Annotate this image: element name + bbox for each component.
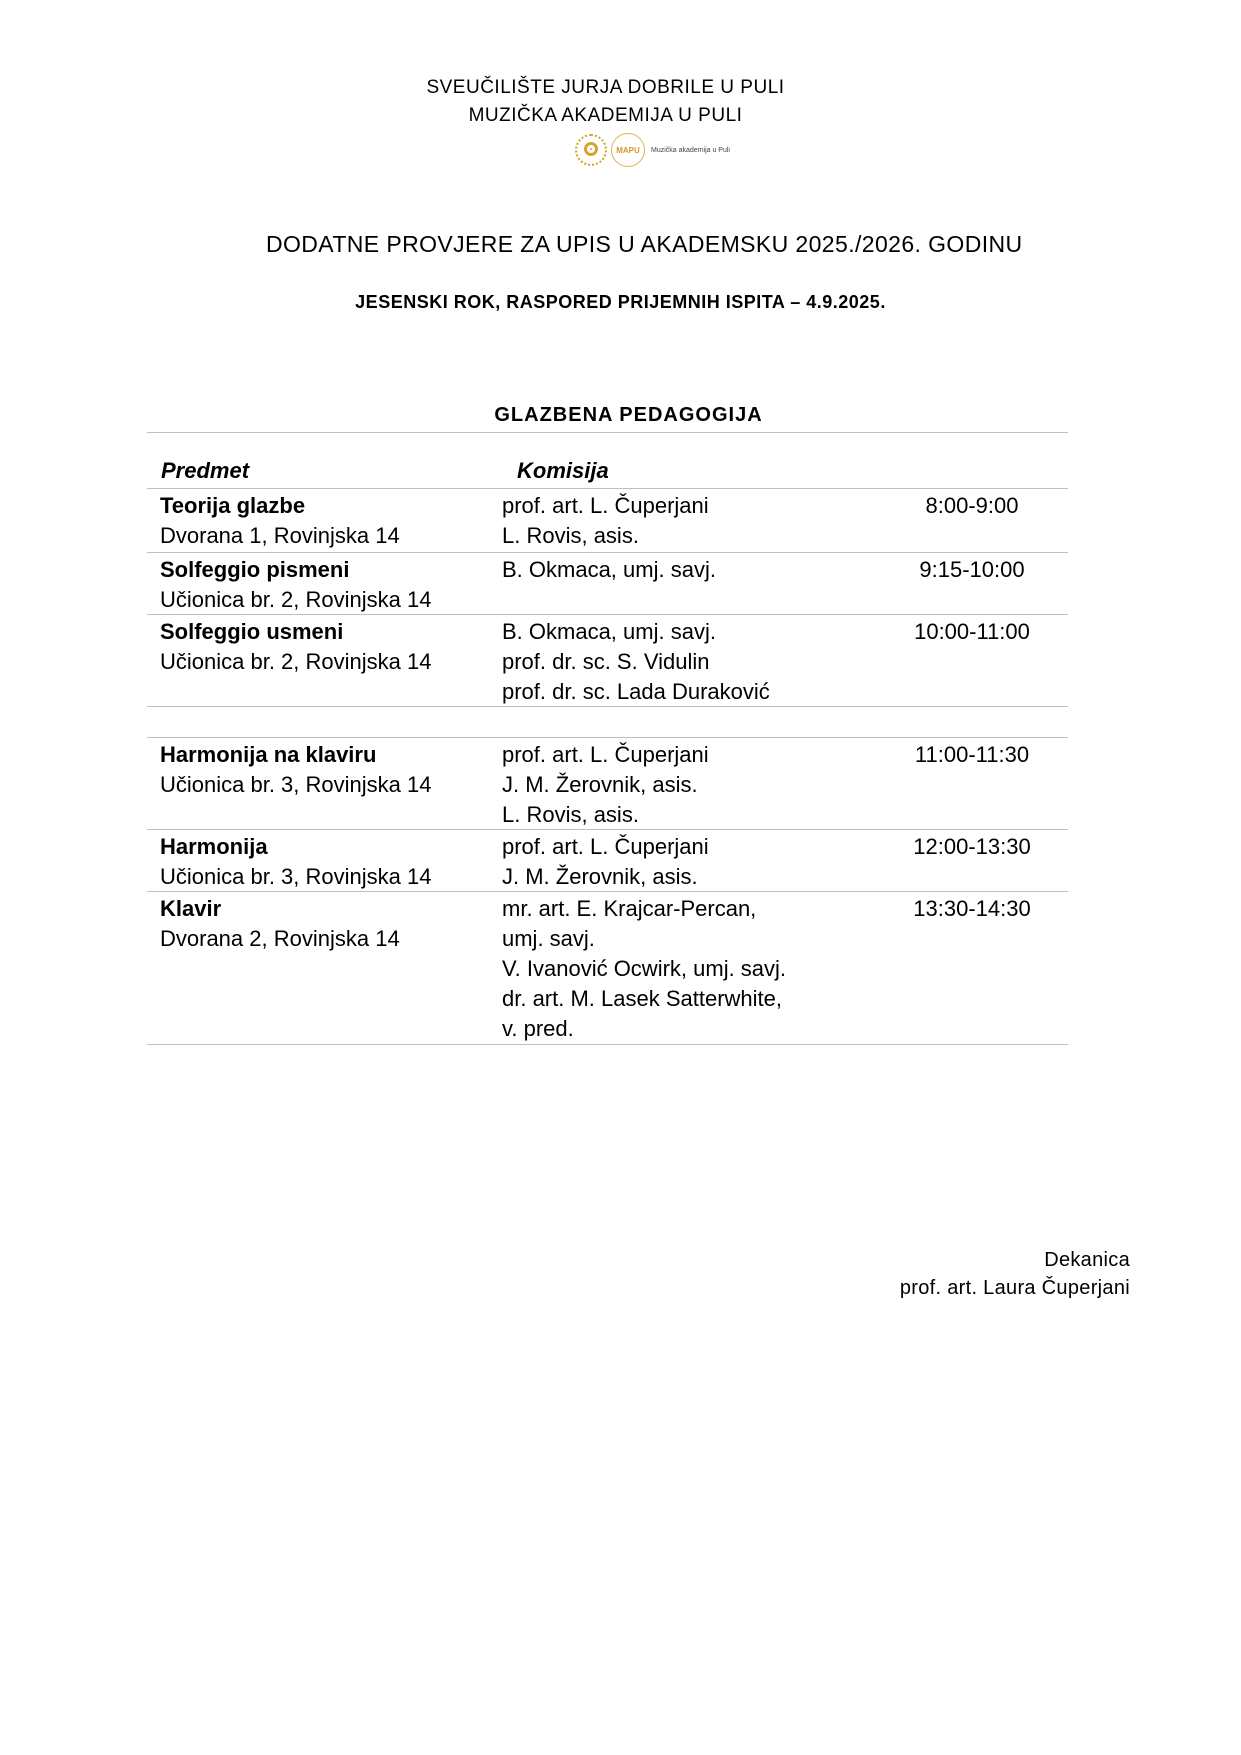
exam-time: 12:00-13:30 (913, 834, 1031, 859)
table-spacer-row (147, 707, 1068, 738)
university-seal-icon (575, 134, 607, 166)
academy-name: MUZIČKA AKADEMIJA U PULI (468, 105, 743, 126)
table-row (147, 615, 1068, 707)
subject-name: Harmonija (160, 834, 268, 859)
exam-time: 11:00-11:30 (914, 742, 1030, 767)
subject-name: Harmonija na klaviru (160, 742, 377, 767)
table-row (147, 489, 1068, 553)
committee-member: L. Rovis, asis. (502, 802, 639, 827)
subject-name: Solfeggio pismeni (160, 557, 350, 582)
document-subtitle: JESENSKI ROK, RASPORED PRIJEMNIH ISPITA – 4.9.2025. (355, 292, 886, 312)
subject-name: Teorija glazbe (160, 493, 306, 518)
document-header (0, 74, 1241, 130)
logo-group (575, 133, 730, 167)
document-title: DODATNE PROVJERE ZA UPIS U AKADEMSKU 2025./2026. GODINU (266, 231, 1023, 257)
subject-room: Učionica br. 3, Rovinjska 14 (160, 772, 432, 797)
committee-member: J. M. Žerovnik, asis. (502, 772, 698, 797)
committee-member: V. Ivanović Ocwirk, umj. savj. (502, 956, 787, 981)
column-header-subject: Predmet (161, 458, 250, 483)
table-row (147, 553, 1068, 615)
subject-room: Učionica br. 2, Rovinjska 14 (160, 587, 432, 612)
signature-name: prof. art. Laura Čuperjani (899, 1277, 1130, 1299)
exam-time: 13:30-14:30 (913, 896, 1031, 921)
committee-member: L. Rovis, asis. (502, 523, 639, 548)
committee-member: prof. art. L. Čuperjani (502, 834, 709, 859)
subject-room: Učionica br. 3, Rovinjska 14 (160, 864, 432, 889)
committee-member: B. Okmaca, umj. savj. (502, 619, 716, 644)
subject-room: Dvorana 1, Rovinjska 14 (160, 523, 400, 548)
section-title: GLAZBENA PEDAGOGIJA (494, 404, 763, 426)
committee-member: prof. dr. sc. Lada Duraković (502, 679, 770, 704)
column-header-committee: Komisija (517, 458, 609, 483)
exam-time: 9:15-10:00 (919, 557, 1025, 582)
table-header (147, 433, 1068, 489)
signature-role: Dekanica (1044, 1249, 1130, 1271)
committee-member: mr. art. E. Krajcar-Percan, (502, 896, 757, 921)
mapu-caption: Muzička akademija u Puli (651, 146, 730, 154)
table-row (147, 830, 1068, 892)
subject-name: Klavir (160, 896, 222, 921)
exam-time: 8:00-9:00 (925, 493, 1019, 518)
table-row (147, 892, 1068, 1045)
committee-member: umj. savj. (502, 926, 595, 951)
committee-member: prof. dr. sc. S. Vidulin (502, 649, 710, 674)
committee-member: prof. art. L. Čuperjani (502, 742, 709, 767)
exam-time: 10:00-11:00 (914, 619, 1030, 644)
subject-room: Učionica br. 2, Rovinjska 14 (160, 649, 432, 674)
committee-member: dr. art. M. Lasek Satterwhite, (502, 986, 783, 1011)
schedule-table (147, 432, 1068, 1045)
committee-member: v. pred. (502, 1016, 574, 1041)
subject-room: Dvorana 2, Rovinjska 14 (160, 926, 400, 951)
university-name: SVEUČILIŠTE JURJA DOBRILE U PULI (426, 77, 785, 98)
table-row (147, 738, 1068, 830)
committee-member: J. M. Žerovnik, asis. (502, 864, 698, 889)
committee-member: prof. art. L. Čuperjani (502, 493, 709, 518)
mapu-logo: MAPU (611, 133, 645, 167)
committee-member: B. Okmaca, umj. savj. (502, 557, 716, 582)
signature-block (900, 1246, 1130, 1302)
subject-name: Solfeggio usmeni (160, 619, 344, 644)
